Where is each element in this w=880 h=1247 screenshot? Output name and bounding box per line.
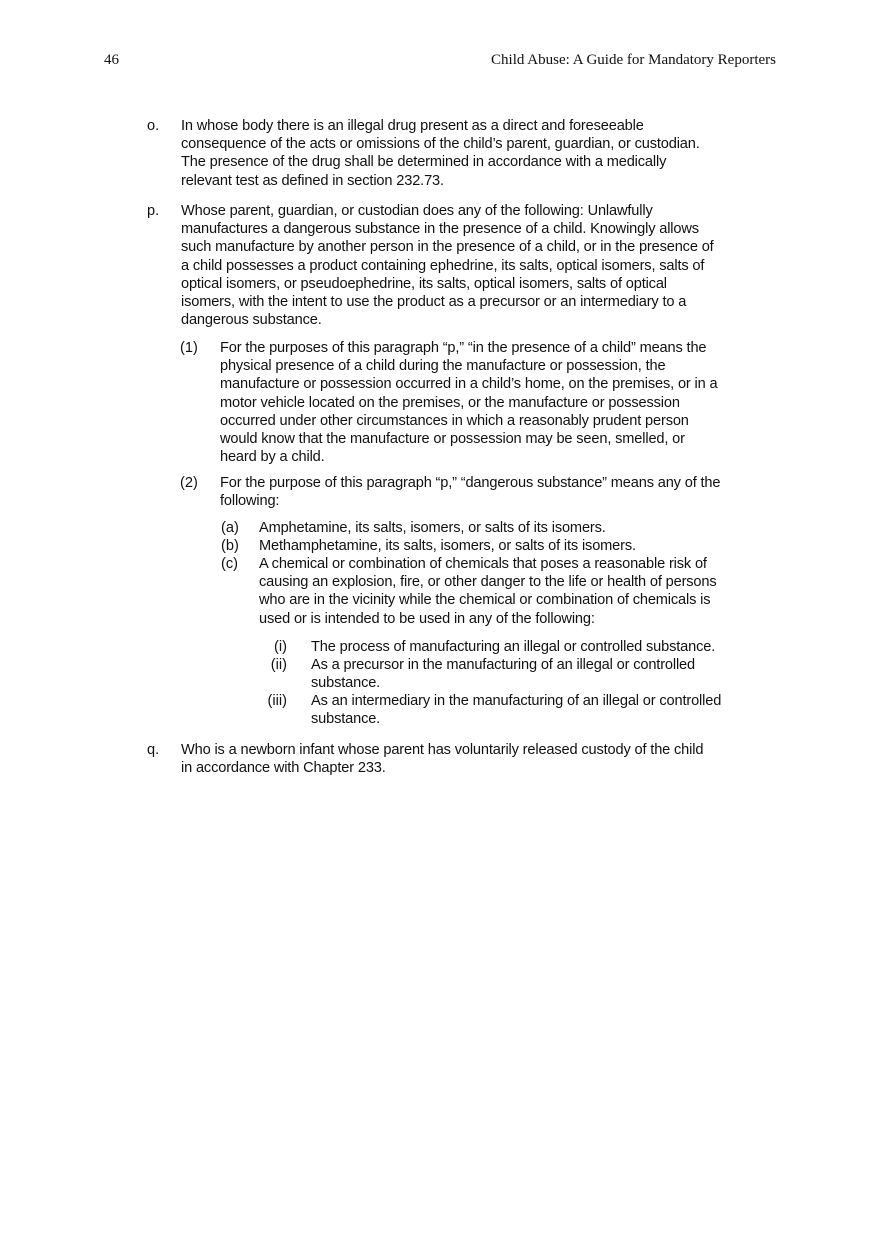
text-line: causing an explosion, fire, or other danger to the life or health of persons — [259, 574, 717, 591]
list-item-label: q. — [147, 742, 160, 758]
list-item-label: p. — [147, 203, 160, 219]
list-item-label: (1) — [180, 340, 198, 356]
text-line: consequence of the acts or omissions of the child’s parent, guardian, or custodian. — [181, 136, 700, 153]
list-item-text — [181, 202, 714, 329]
list-item-label: (i) — [274, 639, 287, 655]
list-item-text — [181, 741, 703, 777]
list-item-text — [259, 555, 717, 628]
text-line: manufacture or possession occurred in a child’s home, on the premises, or in a — [220, 376, 718, 393]
text-line: isomers, with the intent to use the product as a precursor or an intermediary to a — [181, 294, 687, 311]
list-item-label: (a) — [221, 520, 239, 536]
text-line: Methamphetamine, its salts, isomers, or salts of its isomers. — [259, 538, 636, 554]
text-line: As an intermediary in the manufacturing of an illegal or controlled — [311, 693, 722, 709]
list-item-text — [311, 638, 715, 656]
text-line: For the purpose of this paragraph “p,” “dangerous substance” means any of the — [220, 475, 721, 491]
text-line: heard by a child. — [220, 449, 325, 466]
list-item-text — [259, 537, 636, 555]
list-item-text — [311, 692, 721, 728]
text-line: As a precursor in the manufacturing of an illegal or controlled — [311, 657, 695, 673]
text-line: in accordance with Chapter 233. — [181, 760, 386, 777]
text-line: such manufacture by another person in the presence of a child, or in the presence of — [181, 239, 714, 256]
text-line: substance. — [311, 711, 381, 728]
text-line: In whose body there is an illegal drug present as a direct and foreseeable — [181, 118, 644, 134]
text-line: occurred under other circumstances in which a reasonably prudent person — [220, 412, 689, 429]
text-line: The presence of the drug shall be determined in accordance with a medically — [181, 154, 667, 171]
text-line: For the purposes of this paragraph “p,” “in the presence of a child” means the — [220, 340, 707, 356]
text-line: a child possesses a product containing ephedrine, its salts, optical isomers, salts of — [181, 257, 705, 274]
text-line: Who is a newborn infant whose parent has voluntarily released custody of the child — [181, 742, 704, 758]
text-line: used or is intended to be used in any of the following: — [259, 610, 595, 627]
text-line: dangerous substance. — [181, 312, 322, 329]
list-item-text — [220, 339, 717, 466]
list-item-label: (2) — [180, 475, 198, 491]
text-line: A chemical or combination of chemicals that poses a reasonable risk of — [259, 556, 707, 572]
list-item-label: (b) — [221, 538, 239, 554]
list-item-label: (ii) — [270, 657, 287, 673]
list-item-label: (c) — [221, 556, 239, 572]
text-line: following: — [220, 493, 280, 510]
text-line: Amphetamine, its salts, isomers, or salts of its isomers. — [259, 520, 606, 536]
list-item-text — [311, 656, 695, 692]
running-header-title: Child Abuse: A Guide for Mandatory Reporters — [491, 52, 776, 68]
list-item-label: o. — [147, 118, 160, 134]
text-line: manufactures a dangerous substance in the presence of a child. Knowingly allows — [181, 221, 699, 238]
text-line: would know that the manufacture or possession may be seen, smelled, or — [220, 431, 685, 448]
text-line: motor vehicle located on the premises, or the manufacture or possession — [220, 394, 680, 411]
page-number: 46 — [104, 52, 119, 68]
list-item-text — [259, 519, 606, 537]
list-item-text — [220, 474, 720, 510]
text-line: The process of manufacturing an illegal or controlled substance. — [311, 639, 716, 655]
text-line: optical isomers, or pseudoephedrine, its salts, optical isomers, salts of optical — [181, 275, 667, 292]
text-line: who are in the vicinity while the chemical or combination of chemicals is — [259, 592, 711, 609]
text-line: relevant test as defined in section 232.73. — [181, 172, 444, 189]
text-line: substance. — [311, 675, 381, 692]
text-line: Whose parent, guardian, or custodian does any of the following: Unlawfully — [181, 203, 653, 219]
list-item-text — [181, 117, 700, 190]
list-item-label: (iii) — [267, 693, 287, 709]
text-line: physical presence of a child during the manufacture or possession, the — [220, 358, 666, 375]
